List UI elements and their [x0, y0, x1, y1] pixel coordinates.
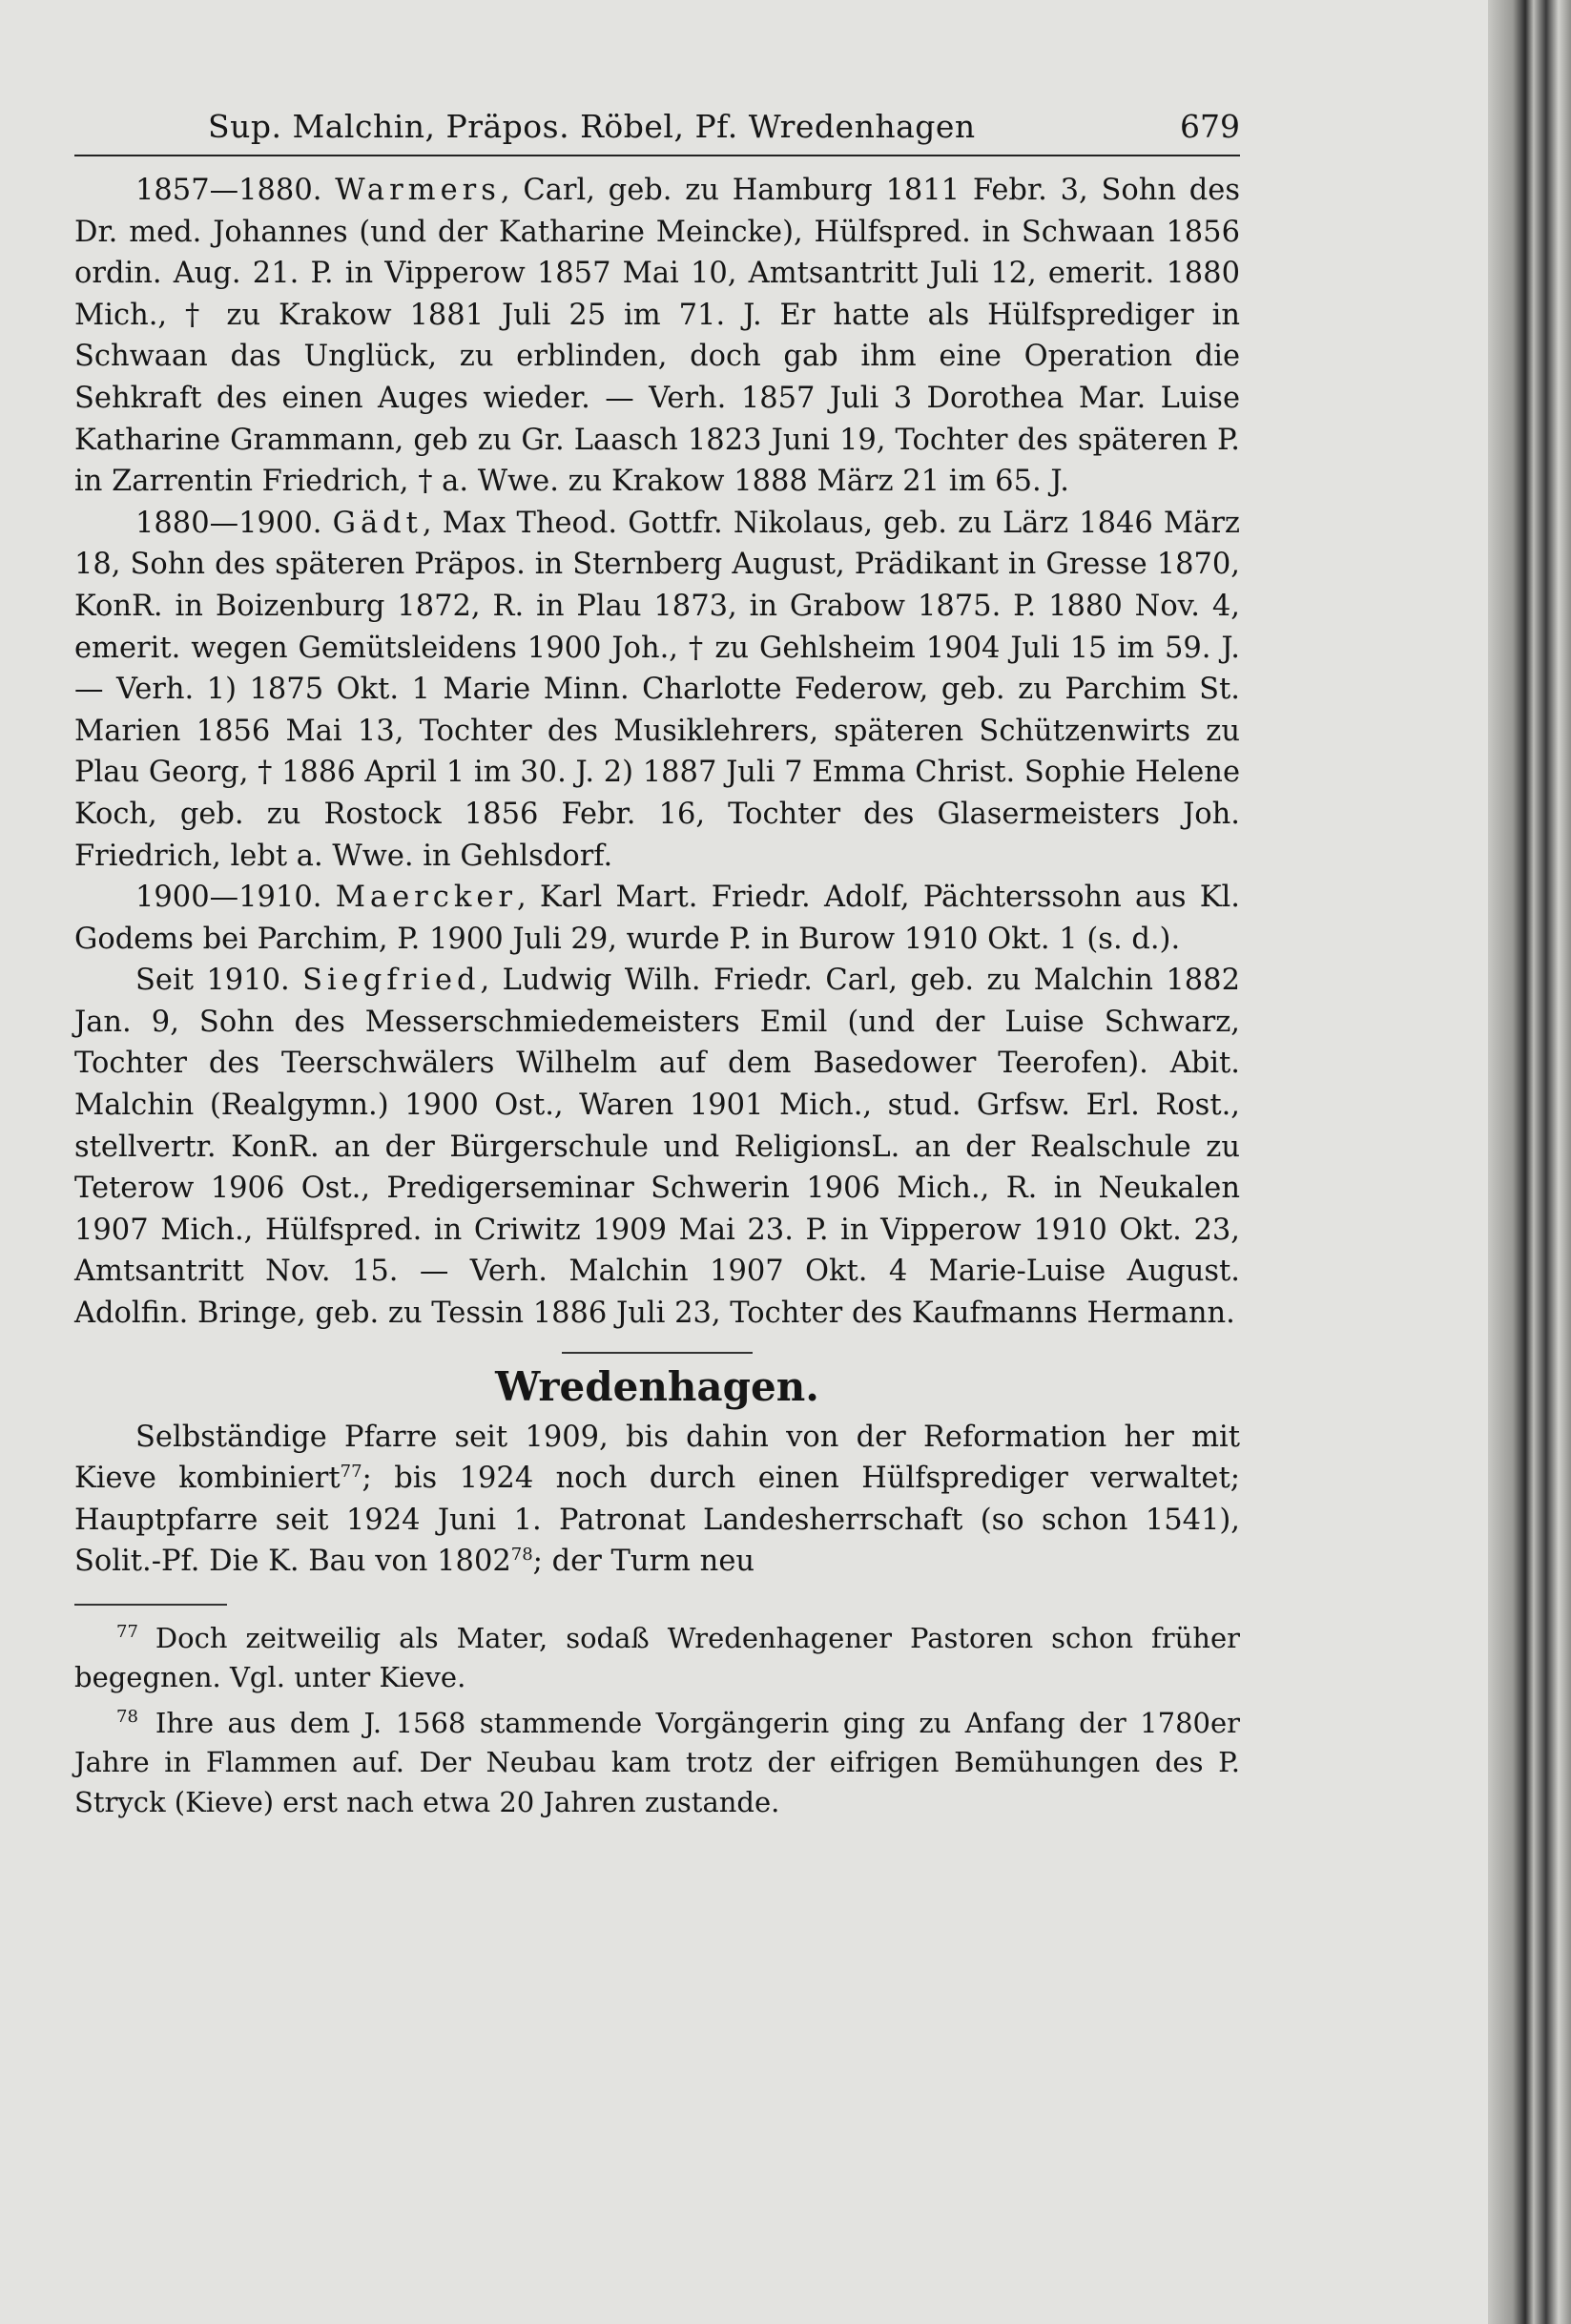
footnote-text: Doch zeitweilig als Mater, sodaß Wredenhagener Pastoren schon früher begegnen. Vgl. unter Kieve.	[74, 1622, 1240, 1694]
entry-text: , Carl, geb. zu Hamburg 1811 Febr. 3, Sohn des Dr. med. Johannes (und der Katharine Meincke), Hülfspred. in Schwaan 1856 ordin. Aug. 21. P. in Vipperow 1857 Mai 10, Amtsantritt Juli 12, emerit. 1880 Mich., † zu Krakow 1881 Juli 25 im 71. J. Er hatte als Hülfsprediger in Schwaan das Unglück, zu erblinden, doch gab ihm eine Operation die Sehkraft des einen Auges wieder. — Verh. 1857 Juli 3 Dorothea Mar. Luise Katharine Grammann, geb zu Gr. Laasch 1823 Juni 19, Tochter des späteren P. in Zarrentin Friedrich, † a. Wwe. zu Krakow 1888 März 21 im 65. J.	[74, 174, 1241, 499]
entry-years: 1900—1910.	[135, 881, 322, 915]
footnote-mark: 77	[116, 1622, 138, 1643]
footnote-ref-78[interactable]: 78	[510, 1545, 533, 1566]
footnote-text: Ihre aus dem J. 1568 stammende Vorgängerin ging zu Anfang der 1780er Jahre in Flammen auf. Der Neubau kam trotz der eifrigen Bemühungen des P. Stryck (Kieve) erst nach etwa 20 Jahren zustande.	[74, 1706, 1240, 1818]
footnote-77	[74, 1619, 1240, 1698]
footnote-divider	[74, 1604, 227, 1606]
running-head	[74, 99, 1240, 156]
section-body	[74, 1417, 1240, 1583]
entry-text: , Max Theod. Gottfr. Nikolaus, geb. zu Lärz 1846 März 18, Sohn des späteren Präpos. in Sternberg August, Prädikant in Gresse 1870, KonR. in Boizenburg 1872, R. in Plau 1873, in Grabow 1875. P. 1880 Nov. 4, emerit. wegen Gemütsleidens 1900 Joh., † zu Gehlsheim 1904 Juli 15 im 59. J. — Verh. 1) 1875 Okt. 1 Marie Minn. Charlotte Federow, geb. zu Parchim St. Marien 1856 Mai 13, Tochter des Musiklehrers, späteren Schützenwirts zu Plau Georg, † 1886 April 1 im 30. J. 2) 1887 Juli 7 Emma Christ. Sophie Helene Koch, geb. zu Rostock 1856 Febr. 16, Tochter des Glasermeisters Joh. Friedrich, lebt a. Wwe. in Gehlsdorf.	[74, 506, 1240, 873]
entry-text: , Ludwig Wilh. Friedr. Carl, geb. zu Malchin 1882 Jan. 9, Sohn des Messerschmiedemeisters Emil (und der Luise Schwarz, Tochter des Teerschwälers Wilhelm auf dem Basedower Teerofen). Abit. Malchin (Realgymn.) 1900 Ost., Waren 1901 Mich., stud. Grfsw. Erl. Rost., stellvertr. KonR. an der Bürgerschule und ReligionsL. an der Realschule zu Teterow 1906 Ost., Predigerseminar Schwerin 1906 Mich., R. in Neukalen 1907 Mich., Hülfspred. in Criwitz 1909 Mai 23. P. in Vipperow 1910 Okt. 23, Amtsantritt Nov. 15. — Verh. Malchin 1907 Okt. 4 Marie-Luise August. Adolfin. Bringe, geb. zu Tessin 1886 Juli 23, Tochter des Kaufmanns Hermann.	[74, 964, 1240, 1331]
footnotes	[74, 1619, 1240, 1822]
section-title: Wredenhagen.	[495, 1362, 819, 1410]
section-text: ; bis 1924 noch durch einen Hülfsprediger verwaltet; Hauptpfarre seit 1924 Juni 1. Patronat Landesherrschaft (so schon 1541), Solit.-Pf. Die K. Bau von 1802	[74, 1462, 1240, 1579]
entry-text: , Karl Mart. Friedr. Adolf, Pächterssohn aus Kl. Godems bei Parchim, P. 1900 Juli 29, wurde P. in Burow 1910 Okt. 1 (s. d.).	[74, 881, 1240, 956]
section-text: Selbständige Pfarre seit 1909, bis dahin von der Reformation her mit Kieve kombiniert	[74, 1420, 1240, 1496]
entry-gaedt	[74, 503, 1240, 877]
entry-warmers	[74, 170, 1240, 503]
footnote-ref-77[interactable]: 77	[340, 1462, 362, 1483]
entry-siegfried	[74, 960, 1240, 1334]
entry-years: 1880—1900.	[135, 506, 322, 540]
entry-years: Seit 1910.	[135, 964, 290, 998]
section-divider	[562, 1352, 753, 1354]
entry-name: Warmers	[335, 174, 501, 207]
entry-name: Gädt	[332, 506, 423, 540]
running-head-title: Sup. Malchin, Präpos. Röbel, Pf. Wredenhagen	[208, 108, 976, 145]
book-binding-edge	[1488, 0, 1571, 2324]
entry-name: Siegfried	[302, 964, 481, 998]
pastor-entries	[74, 170, 1240, 1335]
entry-name: Maercker	[335, 881, 517, 915]
entry-maercker	[74, 877, 1240, 960]
footnote-78	[74, 1704, 1240, 1822]
footnote-mark: 78	[116, 1707, 138, 1728]
entry-years: 1857—1880.	[135, 174, 322, 207]
section-text: ; der Turm neu	[532, 1545, 755, 1579]
section-paragraph	[74, 1417, 1240, 1583]
page-content	[74, 99, 1240, 1828]
page-number: 679	[1180, 108, 1240, 145]
